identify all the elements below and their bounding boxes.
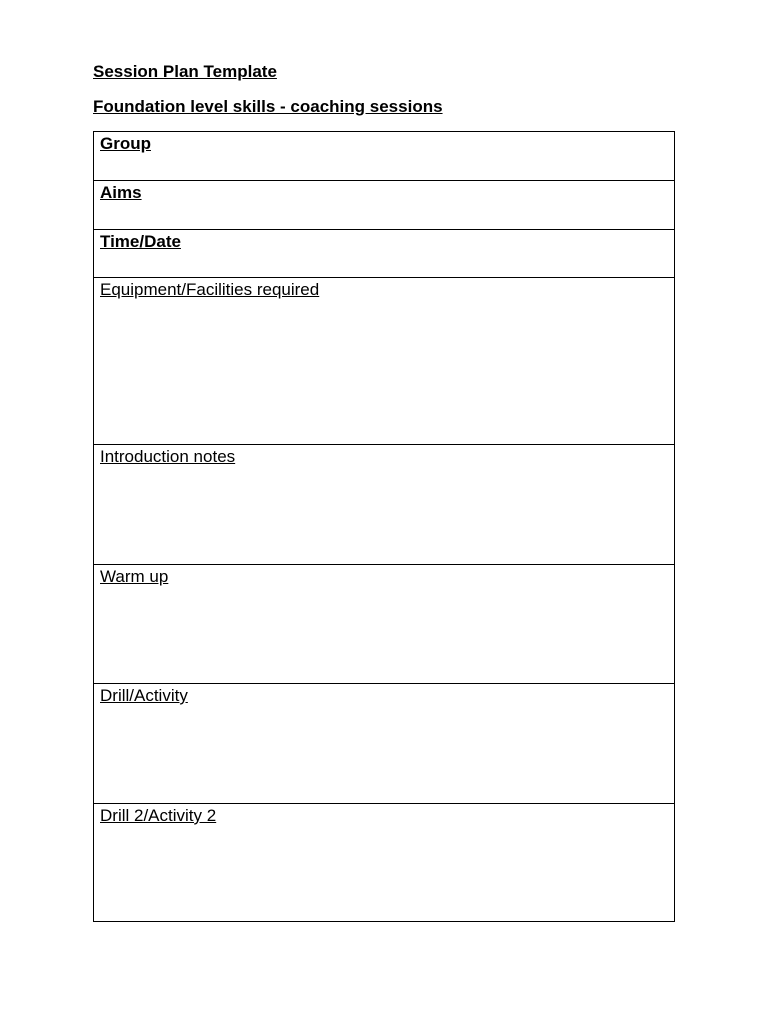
row-introduction-notes[interactable]: [94, 444, 674, 564]
document-title: Session Plan Template: [93, 62, 277, 81]
row-label-equipment-facilities: Equipment/Facilities required: [100, 280, 320, 299]
session-plan-table: [93, 131, 675, 922]
row-time-date[interactable]: [94, 229, 674, 277]
row-label-drill-2-activity-2: Drill 2/Activity 2: [100, 806, 217, 825]
row-label-group: Group: [100, 134, 151, 153]
row-warm-up[interactable]: [94, 564, 674, 683]
row-drill-2-activity-2[interactable]: [94, 803, 674, 921]
row-equipment-facilities[interactable]: [94, 277, 674, 444]
document-subtitle: Foundation level skills - coaching sessions: [93, 97, 443, 116]
row-group[interactable]: [94, 132, 674, 180]
row-label-aims: Aims: [100, 183, 142, 202]
row-aims[interactable]: [94, 180, 674, 229]
row-label-introduction-notes: Introduction notes: [100, 447, 236, 466]
row-drill-activity[interactable]: [94, 683, 674, 803]
row-label-warm-up: Warm up: [100, 567, 169, 586]
row-label-drill-activity: Drill/Activity: [100, 686, 188, 705]
row-label-time-date: Time/Date: [100, 232, 181, 251]
